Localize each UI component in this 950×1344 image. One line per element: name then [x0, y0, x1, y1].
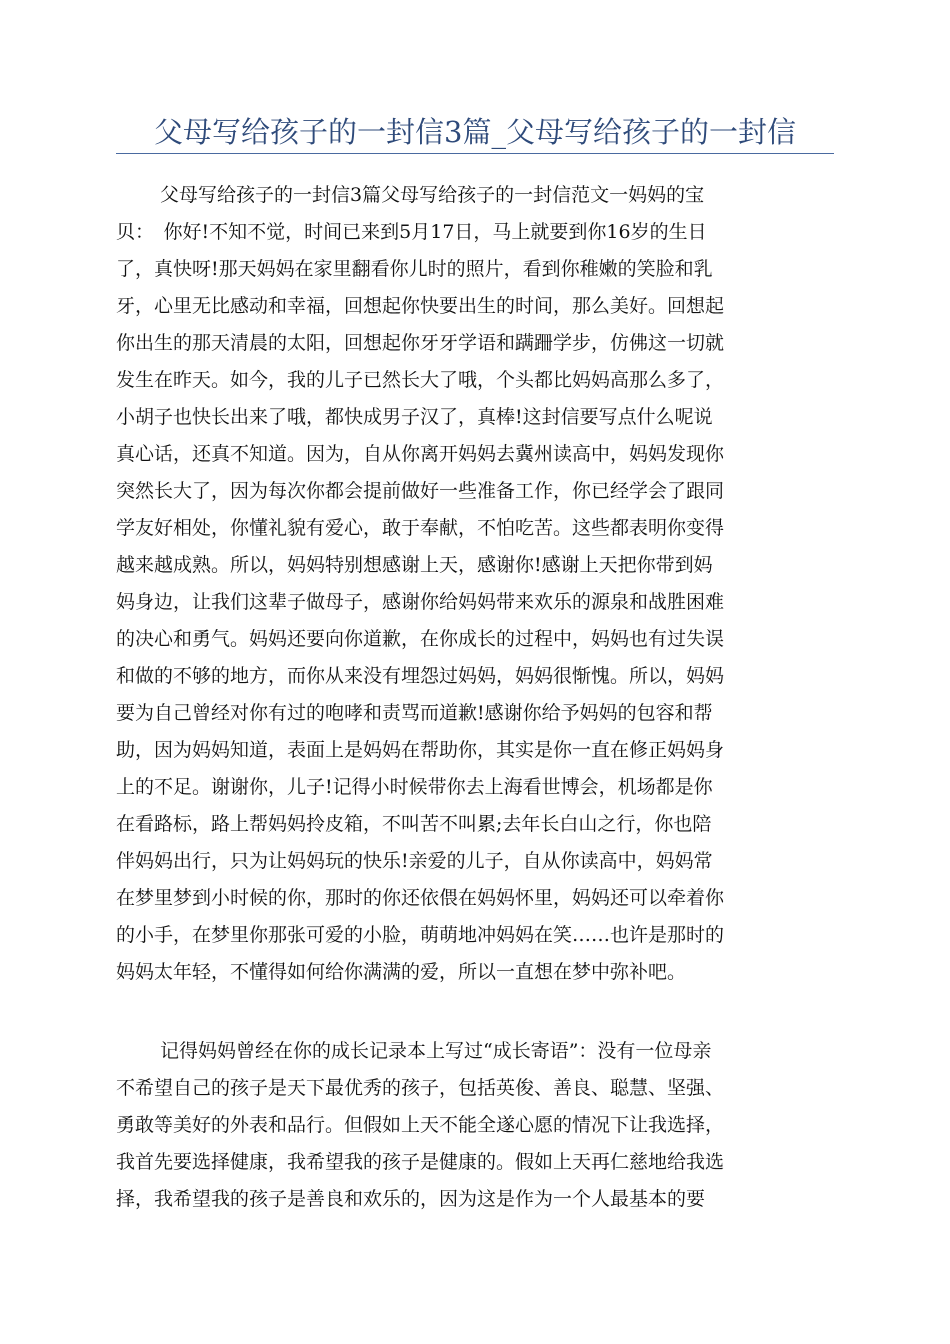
paragraph-line: 和做的不够的地方，而你从来没有埋怨过妈妈，妈妈很惭愧。所以，妈妈	[116, 665, 725, 687]
paragraph-line: 不希望自己的孩子是天下最优秀的孩子，包括英俊、善良、聪慧、坚强、	[116, 1077, 725, 1099]
paragraph-line: 勇敢等美好的外表和品行。但假如上天不能全遂心愿的情况下让我选择，	[116, 1114, 725, 1136]
paragraph-line: 发生在昨天。如今，我的儿子已然长大了哦，个头都比妈妈高那么多了，	[116, 369, 725, 391]
paragraph-2	[116, 1033, 834, 1218]
paragraph-line: 择，我希望我的孩子是善良和欢乐的，因为这是作为一个人最基本的要	[116, 1188, 706, 1210]
paragraph-line: 在梦里梦到小时候的你，那时的你还依偎在妈妈怀里，妈妈还可以牵着你	[116, 887, 725, 909]
paragraph-line: 我首先要选择健康，我希望我的孩子是健康的。假如上天再仁慈地给我选	[116, 1151, 725, 1173]
paragraph-line: 了，真快呀!那天妈妈在家里翻看你儿时的照片，看到你稚嫩的笑脸和乳	[116, 258, 713, 280]
document-title: 父母写给孩子的一封信3篇_父母写给孩子的一封信	[154, 115, 796, 149]
paragraph-line: 越来越成熟。所以，妈妈特别想感谢上天，感谢你!感谢上天把你带到妈	[116, 554, 713, 576]
paragraph-line: 突然长大了，因为每次你都会提前做好一些准备工作，你已经学会了跟同	[116, 480, 725, 502]
paragraph-line: 妈妈太年轻，不懂得如何给你满满的爱，所以一直想在梦中弥补吧。	[116, 961, 687, 983]
paragraph-line: 要为自己曾经对你有过的咆哮和责骂而道歉!感谢你给予妈妈的包容和帮	[116, 702, 713, 724]
paragraph-line: 助，因为妈妈知道，表面上是妈妈在帮助你，其实是你一直在修正妈妈身	[116, 739, 725, 761]
paragraph-line: 妈身边，让我们这辈子做母子，感谢你给妈妈带来欢乐的源泉和战胜困难	[116, 591, 725, 613]
paragraph-line: 伴妈妈出行，只为让妈妈玩的快乐!亲爱的儿子，自从你读高中，妈妈常	[116, 850, 713, 872]
paragraph-line: 真心话，还真不知道。因为，自从你离开妈妈去冀州读高中，妈妈发现你	[116, 443, 725, 465]
paragraph-line: 父母写给孩子的一封信3篇父母写给孩子的一封信范文一妈妈的宝	[160, 184, 705, 206]
paragraph-line: 你出生的那天清晨的太阳，回想起你牙牙学语和蹒跚学步，仿佛这一切就	[116, 332, 725, 354]
title-underline	[116, 153, 834, 154]
paragraph-line: 牙，心里无比感动和幸福，回想起你快要出生的时间，那么美好。回想起	[116, 295, 725, 317]
paragraph-1	[116, 177, 834, 991]
paragraph-line: 记得妈妈曾经在你的成长记录本上写过“成长寄语”：没有一位母亲	[160, 1040, 712, 1062]
paragraph-line: 在看路标，路上帮妈妈拎皮箱，不叫苦不叫累;去年长白山之行，你也陪	[116, 813, 712, 835]
paragraph-line: 学友好相处，你懂礼貌有爱心，敢于奉献，不怕吃苦。这些都表明你变得	[116, 517, 725, 539]
paragraph-line: 小胡子也快长出来了哦，都快成男子汉了，真棒!这封信要写点什么呢说	[116, 406, 713, 428]
paragraph-line: 的小手，在梦里你那张可爱的小脸，萌萌地冲妈妈在笑……也许是那时的	[116, 924, 725, 946]
paragraph-line: 的决心和勇气。妈妈还要向你道歉，在你成长的过程中，妈妈也有过失误	[116, 628, 725, 650]
paragraph-line: 贝： 你好!不知不觉，时间已来到5月17日，马上就要到你16岁的生日	[116, 221, 707, 243]
paragraph-line: 上的不足。谢谢你，儿子!记得小时候带你去上海看世博会，机场都是你	[116, 776, 713, 798]
